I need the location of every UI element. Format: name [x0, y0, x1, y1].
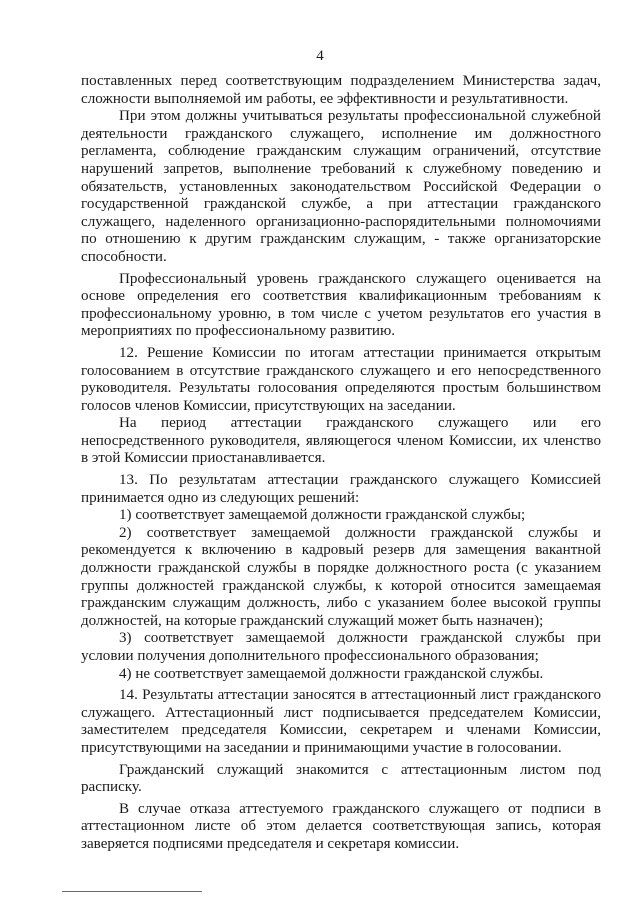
paragraph-item-12: 12. Решение Комиссии по итогам аттестации принимается открытым голосованием в отсутствие гражданского служащего и его непосредственного руководителя. Результаты голосования определяются простым большинством голосов членов Комиссии, присутствующих на заседании.: [81, 344, 601, 414]
paragraph-receipt: Гражданский служащий знакомится с аттестационным листом под расписку.: [81, 761, 601, 796]
paragraph-professional-level: Профессиональный уровень гражданского служащего оценивается на основе определения его соответствия квалификационным требованиям к профессиональному уровню, в том числе с учетом результатов его участия в мероприятиях по профессиональному развитию.: [81, 270, 601, 340]
decision-option-4: 4) не соответствует замещаемой должности гражданской службы.: [119, 665, 544, 682]
paragraph-evaluation-criteria: При этом должны учитываться результаты профессиональной служебной деятельности гражданского служащего, исполнение им должностного регламента, соблюдение гражданским служащим ограничений, отсутствие нарушений запретов, выполнение требований к служебному поведению и обязательств, установленных законодательством Российской Федерации о государственной гражданской службе, а при аттестации гражданского служащего, наделенного организационно-распорядительными полномочиями по отношению к другим гражданским служащим, - также организаторские способности.: [81, 108, 601, 265]
paragraph-item-13: 13. По результатам аттестации гражданского служащего Комиссией принимается одно из следующих решений:: [81, 472, 601, 506]
paragraph-item-14: 14. Результаты аттестации заносятся в аттестационный лист гражданского служащего. Аттестационный лист подписывается председателем Комиссии, заместителем председателя Комиссии, секретарем и членами Комиссии, присутствующими на заседании и принимающими участие в голосовании.: [81, 687, 601, 756]
paragraph-continuation: поставленных перед соответствующим подразделением Министерства задач, сложности выполняемой им работы, ее эффективности и результативности.: [81, 73, 601, 107]
paragraph-membership-suspension: На период аттестации гражданского служащего или его непосредственного руководителя, являющегося членом Комиссии, их членство в этой Комиссии приостанавливается.: [81, 415, 601, 467]
paragraph-refusal: В случае отказа аттестуемого гражданского служащего от подписи в аттестационном листе об этом делается соответствующая запись, которая заверяется подписями председателя и секретаря комиссии.: [81, 800, 601, 852]
decision-option-1: 1) соответствует замещаемой должности гражданской службы;: [119, 507, 526, 524]
document-body: [81, 73, 601, 854]
page-number: 4: [316, 48, 324, 64]
decision-option-2: 2) соответствует замещаемой должности гражданской службы и рекомендуется к включению в кадровый резерв для замещения вакантной должности гражданской службы в порядке должностного роста (с указанием группы должностей гражданской службы, к которой относится замещаемая гражданским служащим должность, либо с указанием более высокой группы должностей, на которые гражданский служащий может быть назначен);: [81, 524, 601, 629]
decision-option-3: 3) соответствует замещаемой должности гражданской службы при условии получения дополнительного профессионального образования;: [81, 630, 601, 664]
footer-rule: [62, 891, 202, 892]
